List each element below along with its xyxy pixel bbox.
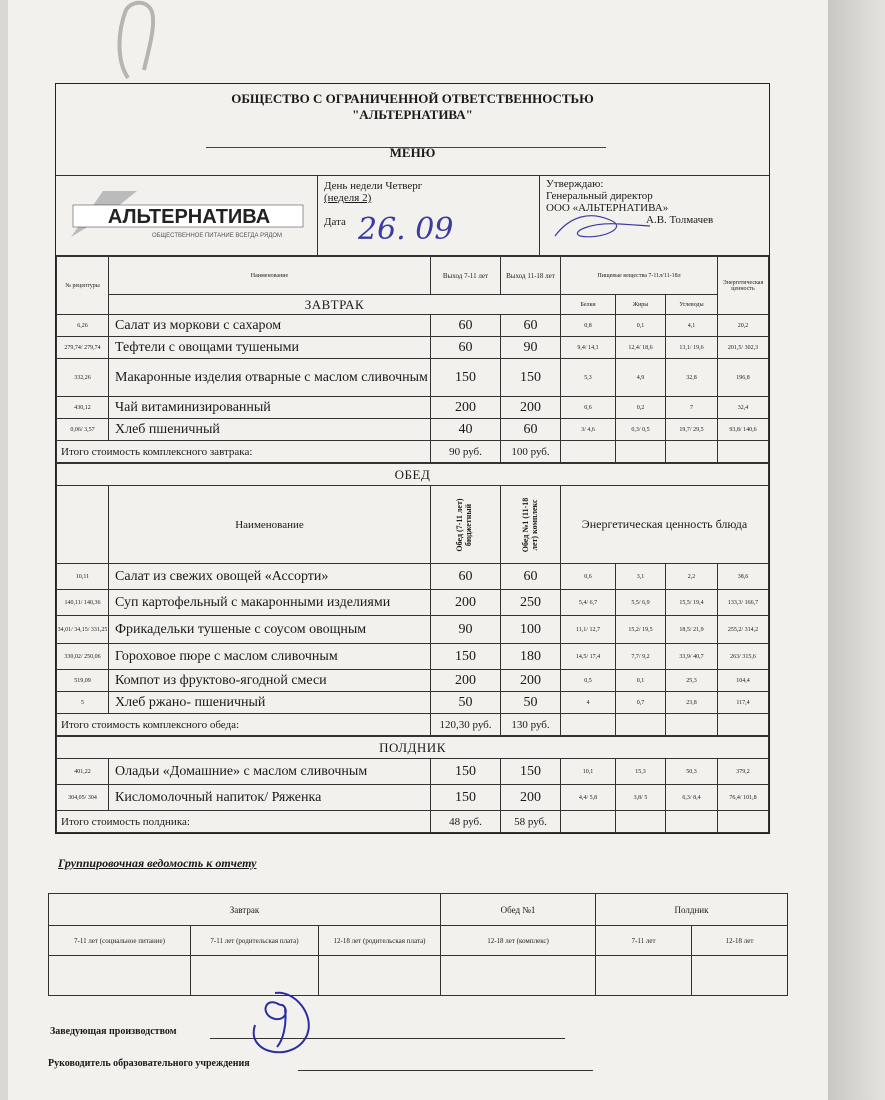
logo-tagline: ОБЩЕСТВЕННОЕ ПИТАНИЕ ВСЕГДА РЯДОМ xyxy=(151,232,282,239)
recipe-code: 430,12 xyxy=(57,397,109,419)
menu-document xyxy=(55,83,770,834)
carb-value: 32,8 xyxy=(666,359,718,397)
energy-value: 93,8/ 140,6 xyxy=(718,419,769,441)
output-11-18: 180 xyxy=(501,644,561,670)
nutrients-header: Пищевые вещества 7-11л/11-18л xyxy=(561,257,718,295)
output-7-11: 150 xyxy=(431,759,501,785)
snack-total-label: Итого стоимость полдника: xyxy=(57,811,431,833)
output-7-11: 60 xyxy=(431,337,501,359)
recipe-code: 34,01/ 34,15/ 331,25 xyxy=(57,616,109,644)
group-s1: 7-11 лет xyxy=(596,926,692,956)
approve-position: Генеральный директор xyxy=(546,190,653,202)
output-7-11: 200 xyxy=(431,670,501,692)
dish-name: Тефтели с овощами тушеными xyxy=(109,337,431,359)
fat-value: 5,5/ 6,9 xyxy=(616,590,666,616)
protein-value: 5,4/ 6,7 xyxy=(561,590,616,616)
energy-value: 196,8 xyxy=(718,359,769,397)
energy-value: 32,4 xyxy=(718,397,769,419)
table-row xyxy=(57,785,769,811)
dish-name: Кисломолочный напиток/ Ряженка xyxy=(109,785,431,811)
energy-header: Энергетическая ценность xyxy=(718,257,769,315)
lunch-name-header: Наименование xyxy=(109,486,431,564)
recipe-header: № рецептуры xyxy=(57,257,109,315)
output-11-18: 60 xyxy=(501,564,561,590)
dish-name: Суп картофельный с макаронными изделиями xyxy=(109,590,431,616)
table-row xyxy=(57,359,769,397)
output-11-18: 150 xyxy=(501,359,561,397)
breakfast-rows xyxy=(57,315,769,441)
fat-value: 0,1 xyxy=(616,670,666,692)
output-11-18: 60 xyxy=(501,315,561,337)
company-logo xyxy=(67,185,307,247)
sign-head-label: Заведующая производством xyxy=(50,1026,177,1037)
carb-value: 50,3 xyxy=(666,759,718,785)
energy-value: 379,2 xyxy=(718,759,769,785)
lunch-out2-header: Обед №1 (11-18 лет) комплекс xyxy=(521,497,539,552)
fat-value: 15,2/ 19,5 xyxy=(616,616,666,644)
output-11-18: 50 xyxy=(501,692,561,714)
energy-value: 117,4 xyxy=(718,692,769,714)
snack-rows xyxy=(57,759,769,811)
fat-value: 15,3 xyxy=(616,759,666,785)
menu-title: МЕНЮ xyxy=(389,145,436,160)
breakfast-total-2: 100 руб. xyxy=(501,441,561,463)
output-7-11: 200 xyxy=(431,397,501,419)
group-s2: 12-18 лет xyxy=(692,926,788,956)
approve-cell xyxy=(540,176,769,255)
protein-value: 0,6 xyxy=(561,397,616,419)
output-7-11: 90 xyxy=(431,616,501,644)
dish-name: Салат из моркови с сахаром xyxy=(109,315,431,337)
output-11-18: 200 xyxy=(501,670,561,692)
protein-value: 4,4/ 5,8 xyxy=(561,785,616,811)
output-7-11: 50 xyxy=(431,692,501,714)
org-name-quoted: "АЛЬТЕРНАТИВА" xyxy=(352,107,473,122)
carb-value: 13,1/ 19,6 xyxy=(666,337,718,359)
output-7-11: 150 xyxy=(431,644,501,670)
dish-name: Компот из фруктово-ягодной смеси xyxy=(109,670,431,692)
fat-value: 12,4/ 18,6 xyxy=(616,337,666,359)
fat-header: Жиры xyxy=(616,295,666,315)
protein-value: 5,3 xyxy=(561,359,616,397)
group-breakfast: Завтрак xyxy=(49,894,441,926)
recipe-code: 330,02/ 250,06 xyxy=(57,644,109,670)
dish-name: Салат из свежих овощей «Ассорти» xyxy=(109,564,431,590)
table-row xyxy=(57,564,769,590)
recipe-code: 401,22 xyxy=(57,759,109,785)
snack-total-1: 48 руб. xyxy=(431,811,501,833)
energy-value: 133,3/ 166,7 xyxy=(718,590,769,616)
recipe-code: 304,05/ 304 xyxy=(57,785,109,811)
org-name: ОБЩЕСТВО С ОГРАНИЧЕННОЙ ОТВЕТСТВЕННОСТЬЮ xyxy=(231,91,594,106)
table-row xyxy=(57,337,769,359)
signature-icon xyxy=(550,206,660,246)
table-row xyxy=(57,692,769,714)
name-header: Наименование xyxy=(109,257,431,295)
org-header xyxy=(56,91,769,176)
group-snack: Полдник xyxy=(596,894,788,926)
output-7-11: 60 xyxy=(431,564,501,590)
carb-value: 4,1 xyxy=(666,315,718,337)
dish-name: Хлеб ржано- пшеничный xyxy=(109,692,431,714)
table-row xyxy=(57,315,769,337)
group-b2: 7-11 лет (родительская плата) xyxy=(191,926,319,956)
fat-value: 0,7 xyxy=(616,692,666,714)
table-row xyxy=(57,616,769,644)
carb-value: 18,5/ 21,9 xyxy=(666,616,718,644)
fat-value: 3,1 xyxy=(616,564,666,590)
group-b1: 7-11 лет (социальное питание) xyxy=(49,926,191,956)
breakfast-total-1: 90 руб. xyxy=(431,441,501,463)
recipe-code: 0,06/ 3,57 xyxy=(57,419,109,441)
snack-title: ПОЛДНИК xyxy=(57,737,769,759)
protein-header: Белки xyxy=(561,295,616,315)
out2-header: Выход 11-18 лет xyxy=(501,257,561,295)
output-7-11: 40 xyxy=(431,419,501,441)
output-11-18: 250 xyxy=(501,590,561,616)
energy-value: 104,4 xyxy=(718,670,769,692)
lunch-total-label: Итого стоимость комплексного обеда: xyxy=(57,714,431,736)
carb-value: 19,7/ 29,5 xyxy=(666,419,718,441)
day-value: Четверг xyxy=(385,180,423,192)
carb-value: 33,9/ 40,7 xyxy=(666,644,718,670)
sign-director-line xyxy=(298,1070,593,1071)
date-label: Дата xyxy=(324,216,346,228)
fat-value: 0,1 xyxy=(616,315,666,337)
logo-cell xyxy=(56,176,318,255)
output-7-11: 60 xyxy=(431,315,501,337)
lunch-out1-header: Обед (7-11 лет) бюджетный xyxy=(455,497,473,552)
output-7-11: 150 xyxy=(431,785,501,811)
recipe-code: 140,11/ 140,36 xyxy=(57,590,109,616)
fat-value: 0,3/ 0,5 xyxy=(616,419,666,441)
carb-value: 23,8 xyxy=(666,692,718,714)
dish-name: Фрикадельки тушеные с соусом овощным xyxy=(109,616,431,644)
carb-value: 7 xyxy=(666,397,718,419)
lunch-total-1: 120,30 руб. xyxy=(431,714,501,736)
breakfast-table xyxy=(56,256,769,463)
fat-value: 0,2 xyxy=(616,397,666,419)
energy-value: 263/ 315,6 xyxy=(718,644,769,670)
recipe-code: 279,74/ 279,74 xyxy=(57,337,109,359)
protein-value: 4 xyxy=(561,692,616,714)
dish-name: Оладьи «Домашние» с маслом сливочным xyxy=(109,759,431,785)
group-table xyxy=(48,893,788,996)
table-row xyxy=(57,644,769,670)
dish-name: Макаронные изделия отварные с маслом сливочным xyxy=(109,359,431,397)
protein-value: 3/ 4,6 xyxy=(561,419,616,441)
fat-value: 3,8/ 5 xyxy=(616,785,666,811)
snack-table xyxy=(56,736,769,833)
carb-value: 6,3/ 8,4 xyxy=(666,785,718,811)
carb-header: Углеводы xyxy=(666,295,718,315)
output-11-18: 60 xyxy=(501,419,561,441)
table-row xyxy=(57,397,769,419)
day-label: День недели xyxy=(324,180,383,192)
protein-value: 9,4/ 14,1 xyxy=(561,337,616,359)
protein-value: 0,5 xyxy=(561,670,616,692)
energy-value: 76,4/ 101,8 xyxy=(718,785,769,811)
output-11-18: 200 xyxy=(501,785,561,811)
output-11-18: 100 xyxy=(501,616,561,644)
table-row xyxy=(57,670,769,692)
protein-value: 10,1 xyxy=(561,759,616,785)
energy-value: 255,2/ 314,2 xyxy=(718,616,769,644)
date-handwritten: 26. 09 xyxy=(358,212,454,247)
group-lunch: Обед №1 xyxy=(441,894,596,926)
output-7-11: 200 xyxy=(431,590,501,616)
protein-value: 0,8 xyxy=(561,315,616,337)
paper-clip-icon xyxy=(108,0,166,82)
approve-label: Утверждаю: xyxy=(546,178,604,190)
output-11-18: 200 xyxy=(501,397,561,419)
protein-value: 14,5/ 17,4 xyxy=(561,644,616,670)
approve-name: А.В. Толмачев xyxy=(646,214,714,226)
carb-value: 2,2 xyxy=(666,564,718,590)
carb-value: 25,3 xyxy=(666,670,718,692)
energy-value: 20,2 xyxy=(718,315,769,337)
group-b3: 12-18 лет (родительская плата) xyxy=(319,926,441,956)
recipe-code: 10,11 xyxy=(57,564,109,590)
lunch-rows xyxy=(57,564,769,714)
dish-name: Чай витаминизированный xyxy=(109,397,431,419)
out1-header: Выход 7-11 лет xyxy=(431,257,501,295)
recipe-code: 5 xyxy=(57,692,109,714)
initial-signature-icon xyxy=(235,985,320,1065)
logo-text: АЛЬТЕРНАТИВА xyxy=(107,205,270,228)
recipe-code: 332,26 xyxy=(57,359,109,397)
protein-value: 11,1/ 12,7 xyxy=(561,616,616,644)
group-title: Группировочная ведомость к отчету xyxy=(58,856,257,870)
background-shadow xyxy=(828,0,885,1100)
breakfast-title: ЗАВТРАК xyxy=(109,295,561,315)
info-row xyxy=(56,176,769,256)
lunch-title: ОБЕД xyxy=(57,464,769,486)
energy-value: 38,6 xyxy=(718,564,769,590)
table-row xyxy=(57,759,769,785)
fat-value: 7,7/ 9,2 xyxy=(616,644,666,670)
approve-company: ООО «АЛЬТЕРНАТИВА» xyxy=(546,202,669,214)
snack-total-2: 58 руб. xyxy=(501,811,561,833)
table-row xyxy=(57,590,769,616)
group-l1: 12-18 лет (комплекс) xyxy=(441,926,596,956)
week-label: (неделя 2) xyxy=(324,192,372,204)
output-7-11: 150 xyxy=(431,359,501,397)
breakfast-total-label: Итого стоимость комплексного завтрака: xyxy=(57,441,431,463)
recipe-code: 6,26 xyxy=(57,315,109,337)
fat-value: 4,9 xyxy=(616,359,666,397)
carb-value: 15,5/ 19,4 xyxy=(666,590,718,616)
output-11-18: 90 xyxy=(501,337,561,359)
dish-name: Гороховое пюре с маслом сливочным xyxy=(109,644,431,670)
lunch-energy-header: Энергетическая ценность блюда xyxy=(561,486,769,564)
sign-director-label: Руководитель образовательного учреждения xyxy=(48,1058,250,1069)
table-row xyxy=(57,419,769,441)
dish-name: Хлеб пшеничный xyxy=(109,419,431,441)
lunch-total-2: 130 руб. xyxy=(501,714,561,736)
lunch-table xyxy=(56,463,769,736)
energy-value: 201,5/ 302,3 xyxy=(718,337,769,359)
recipe-code: 519,09 xyxy=(57,670,109,692)
day-cell xyxy=(318,176,540,255)
output-11-18: 150 xyxy=(501,759,561,785)
protein-value: 0,6 xyxy=(561,564,616,590)
